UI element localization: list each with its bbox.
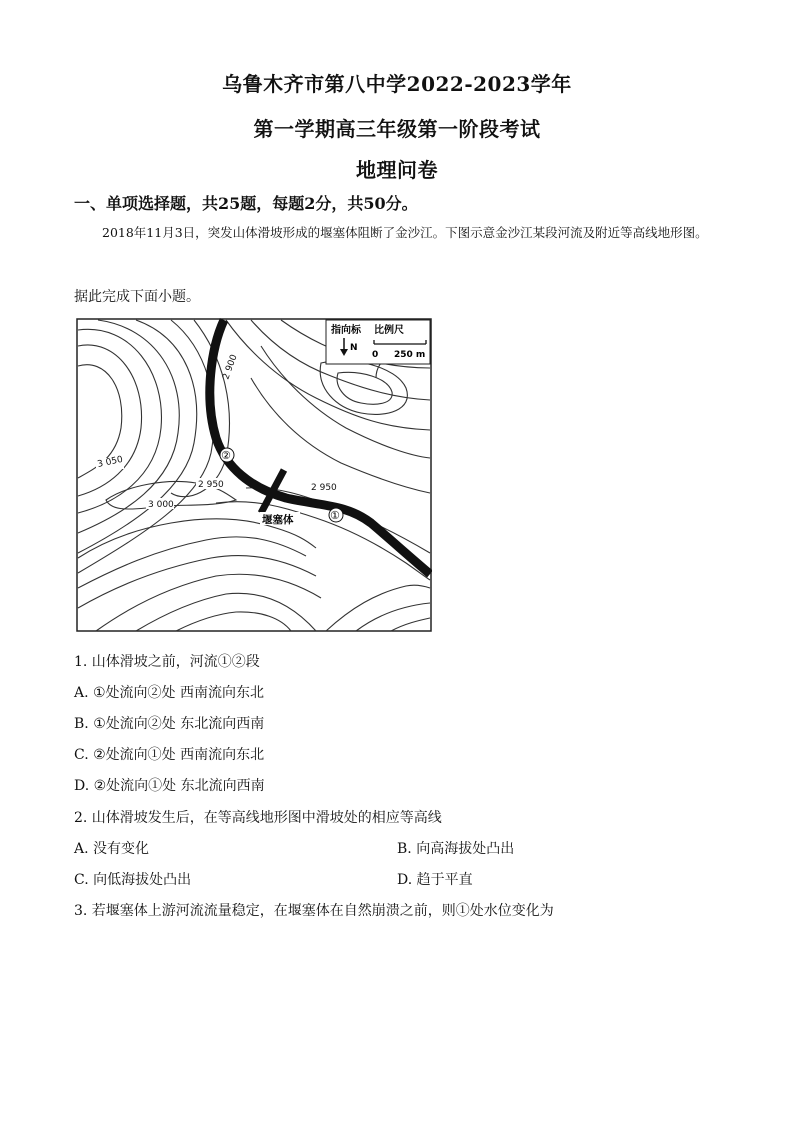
contour-label-2950-right: 2 950 <box>311 483 337 493</box>
intro-prompt: 据此完成下面小题。 <box>74 289 200 305</box>
question-1-option-d: D. ②处流向①处 东北流向西南 <box>74 778 265 794</box>
question-1-option-b: B. ①处流向②处 东北流向西南 <box>74 716 265 732</box>
contour-label-3000: 3 000 <box>148 500 174 510</box>
point-2-label: ② <box>221 449 231 462</box>
dam-label: 堰塞体 <box>262 514 294 526</box>
intro-paragraph: 2018年11月3日，突发山体滑坡形成的堰塞体阻断了金沙江。下图示意金沙江某段河流及附近等高线地形图。 <box>102 225 708 240</box>
contour-label-2900: 2 900 <box>221 353 240 382</box>
scale-zero: 0 <box>372 350 379 360</box>
question-2-option-d: D. 趋于平直 <box>397 872 473 888</box>
contour-map <box>76 318 432 632</box>
question-1-option-a: A. ①处流向②处 西南流向东北 <box>74 685 265 701</box>
question-1-option-c: C. ②处流向①处 西南流向东北 <box>74 747 265 763</box>
legend-scale-label: 比例尺 <box>374 325 404 336</box>
question-2-option-b: B. 向高海拔处凸出 <box>397 841 515 857</box>
subject-title: 地理问卷 <box>356 158 438 182</box>
contour-label-2950-left: 2 950 <box>198 480 224 490</box>
question-2-option-c: C. 向低海拔处凸出 <box>74 872 192 888</box>
contour-label-3050: 3 050 <box>96 454 124 470</box>
question-3-stem: 3. 若堰塞体上游河流流量稳定，在堰塞体在自然崩溃之前，则①处水位变化为 <box>74 903 554 919</box>
point-1-label: ① <box>330 509 340 522</box>
section-heading: 一、单项选择题，共25题，每题2分，共50分。 <box>74 194 418 213</box>
question-2-option-a: A. 没有变化 <box>74 841 150 857</box>
question-1-stem: 1. 山体滑坡之前，河流①②段 <box>74 654 260 670</box>
legend-north-label: 指向标 <box>331 325 361 336</box>
exam-subtitle: 第一学期高三年级第一阶段考试 <box>253 117 541 141</box>
north-letter: N <box>350 343 358 353</box>
question-2-stem: 2. 山体滑坡发生后，在等高线地形图中滑坡处的相应等高线 <box>74 810 442 826</box>
scale-value: 250 m <box>394 350 426 360</box>
document-title: 乌鲁木齐市第八中学2022-2023学年 <box>222 72 572 96</box>
